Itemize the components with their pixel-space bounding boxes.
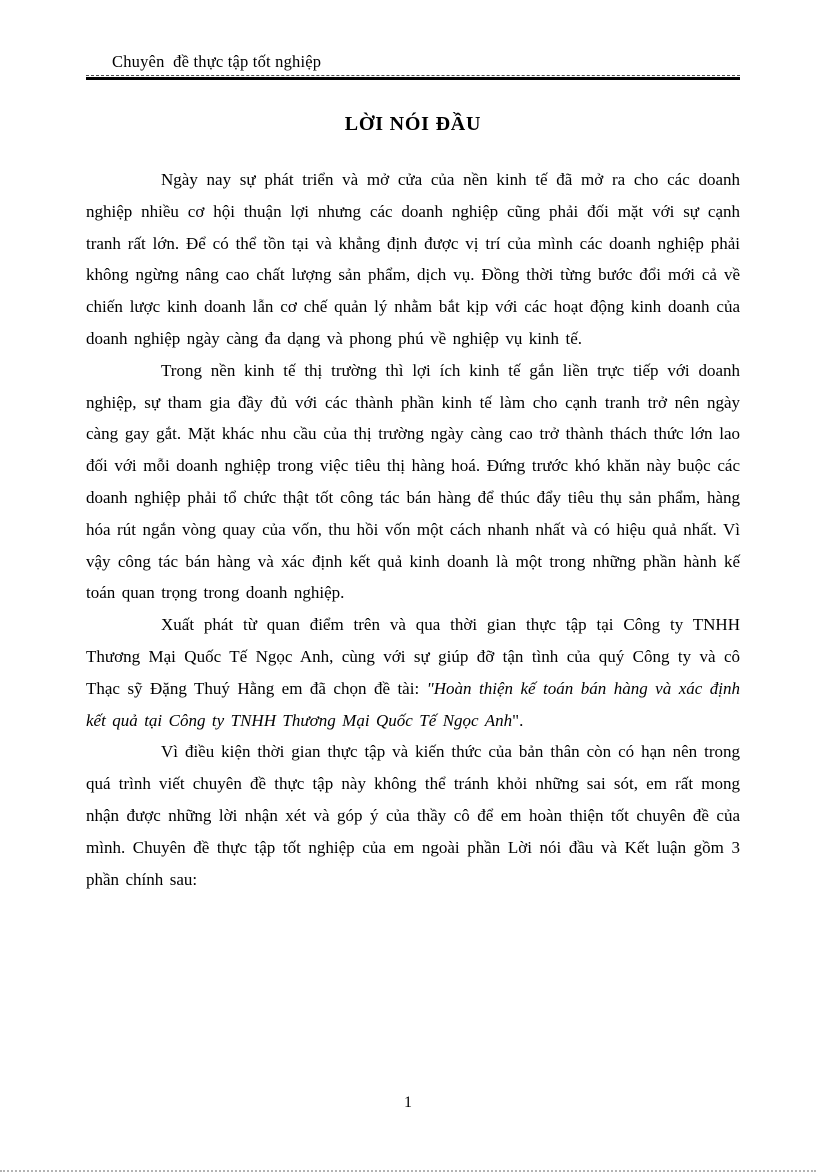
page-number: 1 (404, 1094, 412, 1111)
paragraph-2: Trong nền kinh tế thị trường thì lợi ích kinh tế gắn liền trực tiếp với doanh nghiệp, sự tham gia đầy đủ với các thành phần kinh tế làm cho cạnh tranh trở nên ngày càng gay gắt. Mặt khác nhu cầu của thị trường ngày càng cao trở thành thách thức lớn lao đối với mỗi doanh nghiệp trong việc tiêu thị hàng hoá. Đứng trước khó khăn này buộc các doanh nghiệp phải tổ chức thật tốt công tác bán hàng để thúc đẩy tiêu thụ sản phẩm, hàng hóa rút ngắn vòng quay của vốn, thu hồi vốn một cách nhanh nhất và có hiệu quả nhất. Vì vậy công tác bán hàng và xác định kết quả kinh doanh là một trong những phần hành kế toán quan trọng trong doanh nghiệp. (86, 360, 740, 603)
header-rule-thick (86, 77, 740, 80)
page-break-divider (0, 1170, 816, 1172)
thesis-title-quote: "Hoàn thiện kế toán bán hàng và xác định kết quả tại Công ty TNHH Thương Mại Quốc Tế Ngọc Anh (86, 678, 740, 730)
paragraph-3-lead-text: Xuất phát từ quan điểm trên và qua thời gian thực tập tại Công ty TNHH Thương Mại Quốc Tế Ngọc Anh, cùng với sự giúp đỡ tận tình của quý Công ty và cô Thạc sỹ Đặng Thuý Hằng em đã chọn đề tài: (86, 615, 740, 698)
running-header-text: Chuyên đề thực tập tốt nghiệp (112, 52, 322, 71)
header-rule-dashed (86, 75, 740, 76)
paragraph-4: Vì điều kiện thời gian thực tập và kiến thức của bản thân còn có hạn nên trong quá trình viết chuyên đề thực tập này không thể tránh khỏi những sai sót, em rất mong nhận được những lời nhận xét và góp ý của thầy cô để em hoàn thiện tốt chuyên đề của mình. Chuyên đề thực tập tốt nghiệp của em ngoài phần Lời nói đầu và Kết luận gồm 3 phần chính sau: (86, 742, 740, 889)
document-page (0, 52, 816, 1175)
document-body (86, 164, 740, 895)
paragraph-1: Ngày nay sự phát triển và mở cửa của nền kinh tế đã mở ra cho các doanh nghiệp nhiều cơ hội thuận lợi nhưng các doanh nghiệp cũng phải đối mặt với sự cạnh tranh rất lớn. Để có thể tồn tại và khẳng định được vị trí của mình các doanh nghiệp phải không ngừng nâng cao chất lượng sản phẩm, dịch vụ. Đồng thời từng bước đổi mới cả về chiến lược kinh doanh lẫn cơ chế quản lý nhằm bắt kịp với các hoạt động kinh doanh của doanh nghiệp ngày càng đa dạng và phong phú về nghiệp vụ kinh tế. (86, 170, 740, 348)
page-header (86, 52, 740, 80)
paragraph-3-closing: ". (512, 710, 524, 730)
paragraph-3 (86, 609, 740, 736)
page-title: LỜI NÓI ĐẦU (344, 113, 482, 135)
